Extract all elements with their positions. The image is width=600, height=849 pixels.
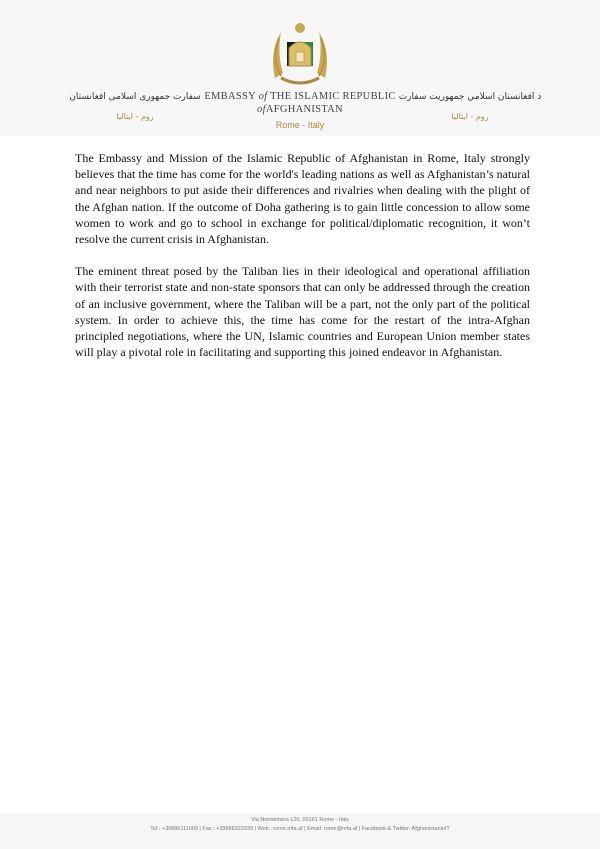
embassy-location-pashto: روم - ایتالیا xyxy=(451,112,489,121)
footer-address: Via Nomentana 120, 00161 Rome - Italy xyxy=(250,817,350,823)
center-line1-c: THE ISLAMIC REPUBLIC xyxy=(270,91,396,102)
letter-body xyxy=(75,150,530,376)
center-line2-b: AFGHANISTAN xyxy=(265,104,343,115)
footer-contacts: Tel.: +39686111009 | Fax.: +39686322939 | Web.: rome.mfa.af | Email: rome@mfa.af | Facebook & Twitter: AfghanistaninIT xyxy=(150,826,450,832)
paragraph: The Embassy and Mission of the Islamic Republic of Afghanistan in Rome, Italy strongly believes that the time has come for the world's leading nations as well as Afghanistan’s natural and near neighbors to put aside their differences and rivalries when dealing with the plight of the Afghan nation. If the outcome of Doha gathering is to gain little concession to allow some women to work and go to school in exchange for political/diplomatic recognition, it won’t resolve the current crisis in Afghanistan. xyxy=(75,151,530,247)
center-line1-b: of xyxy=(258,91,268,102)
center-line2-a: of xyxy=(257,104,266,115)
embassy-name-pashto: د افغانستان اسلامي جمهوريت سفارت xyxy=(398,92,542,102)
paragraph: The eminent threat posed by the Taliban lies in their ideological and operational affiliation with their terrorist state and non-state sponsors that can only be addressed through the creation of an inclusive government, where the Taliban will be a part, not the only part of the political system. In order to achieve this, the time has come for the restart of the intra-Afghan principled negotiations, where the UN, Islamic countries and European Union member states will play a pivotal role in facilitating and supporting this joined endeavor in Afghanistan. xyxy=(75,264,530,360)
embassy-name-dari: سفارت جمهوری اسلامی افغانستان xyxy=(69,92,201,102)
embassy-location-english: Rome - Italy xyxy=(275,120,325,130)
afghanistan-emblem-icon xyxy=(267,18,333,88)
embassy-location-dari: روم - ایتالیا xyxy=(116,112,154,121)
footer xyxy=(0,813,600,849)
letterhead xyxy=(0,0,600,136)
center-line1-a: EMBASSY xyxy=(204,91,256,102)
